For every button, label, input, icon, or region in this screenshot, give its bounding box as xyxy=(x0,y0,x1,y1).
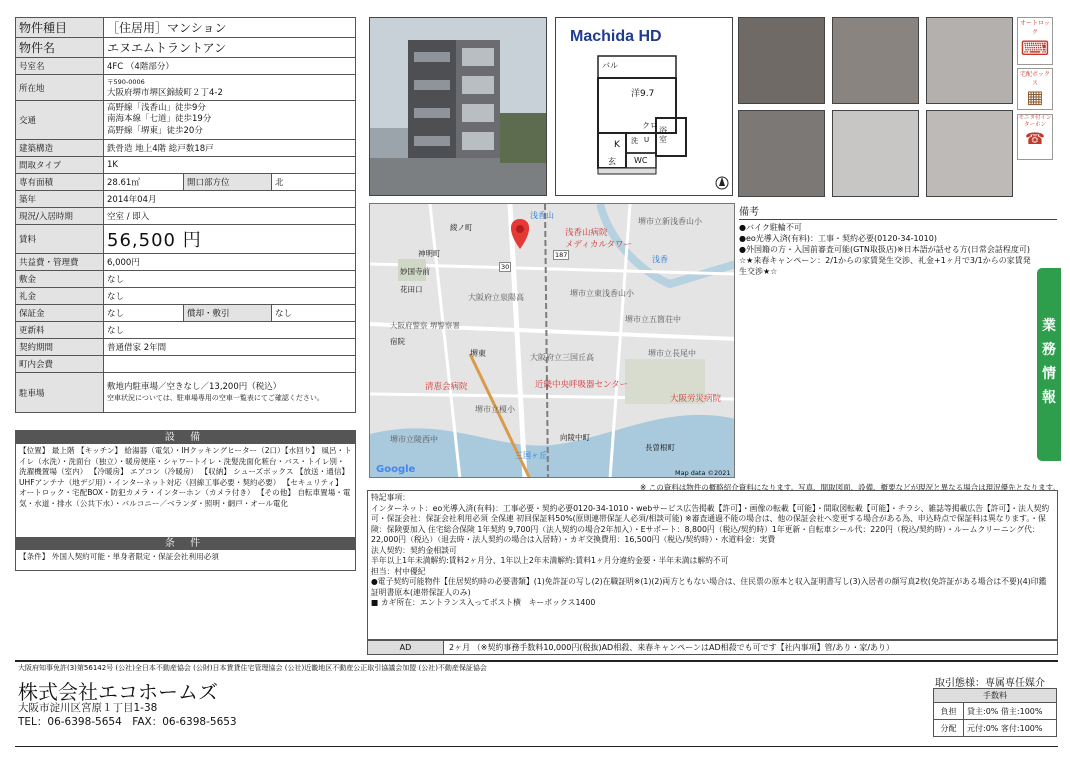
room-bath: 浴室 xyxy=(659,126,667,144)
rent-value: 56,500 円 xyxy=(104,225,356,254)
commission-title: 手数料 xyxy=(934,689,1057,703)
interior-photo xyxy=(832,17,919,104)
conditions-text: 【条件】 外国人契約可能・単身者限定・保証会社利用必須 xyxy=(19,552,219,561)
machida-logo: Machida HD xyxy=(570,28,662,45)
direction-label: 開口部方位 xyxy=(184,174,272,191)
status-value: 空室 / 即入 xyxy=(104,208,356,225)
map-label: 長曽根町 xyxy=(645,443,675,452)
structure-label: 建築構造 xyxy=(16,140,104,157)
ad-label: AD xyxy=(368,641,444,654)
community-value xyxy=(104,356,356,373)
split-label: 分配 xyxy=(934,720,964,737)
special-line: ■ カギ所在：エントランス入ってポスト横 キーボックス1400 xyxy=(371,598,596,607)
fee-value: 6,000円 xyxy=(104,254,356,271)
intercom-icon: ☎ xyxy=(1025,129,1045,148)
delivery-box-label: 宅配ボックス xyxy=(1019,71,1050,87)
parking-value: 敷地内駐車場／空きなし／13,200円（税込） xyxy=(107,381,282,392)
commission-table xyxy=(933,688,1057,737)
transport-label: 交通 xyxy=(16,101,104,140)
remarks-line: ●外国籍の方・入国前審査可能(GTN取扱店)※日本語が話せる方(日常会話程度可) xyxy=(739,245,1030,254)
map-label: 堺市立新浅香山小 xyxy=(638,217,702,226)
bottom-rule xyxy=(15,746,1058,747)
name-value: エヌエムトラントアン xyxy=(104,38,356,58)
address-cell xyxy=(104,75,356,101)
remarks-line: ●バイク駐輪不可 xyxy=(739,223,802,232)
map-label: 堺市立陵西中 xyxy=(390,435,438,444)
built-value: 2014年04月 xyxy=(104,191,356,208)
company-name: 株式会社エコホームズ xyxy=(18,680,218,704)
map-label: 大阪府警察 堺警察署 xyxy=(390,321,460,330)
company-address: 大阪市淀川区宮原１丁目1-38 xyxy=(18,702,158,714)
structure-value: 鉄骨造 地上4階 総戸数18戸 xyxy=(104,140,356,157)
tab-char: 情 xyxy=(1042,366,1056,382)
company-contact: TEL：06-6398-5654 FAX：06-6398-5653 xyxy=(18,716,237,728)
building-illustration xyxy=(370,18,547,196)
postal-code: 〒590-0006 xyxy=(107,78,145,86)
kitchen-photo xyxy=(926,17,1013,104)
special-line: ●電子契約可能物件【住居契約時の必要書類】(1)免許証の写し(2)在職証明※(1)(2)両方ともない場合は、住民票の原本と収入証明書写し(3)入居者の顔写真2枚(免許証がある場合は不要)(4)印鑑証明書原本(連帯保証人のみ) xyxy=(371,577,1047,597)
contract-value: 普通借家 2年間 xyxy=(104,339,356,356)
map-label: 妙国寺前 xyxy=(400,267,430,276)
layout-value: 1K xyxy=(104,157,356,174)
room-unit: U xyxy=(644,136,650,144)
type-value: ［住居用］マンション xyxy=(104,18,356,38)
license-text: 大阪府知事免許(3)第56142号 (公社)全日本不動産協会 (公財)日本賃貸住宅管理協会 (公社)近畿地区不動産公正取引協議会加盟 (公社)不動産保証協会 xyxy=(18,664,487,672)
type-label: 物件種目 xyxy=(16,18,104,38)
map-label: メディカルタワー xyxy=(565,240,632,250)
layout-label: 間取タイプ xyxy=(16,157,104,174)
autolock-label: オートロック xyxy=(1020,20,1050,36)
fee-label: 共益費・管理費 xyxy=(16,254,104,271)
special-title: 特記事項： xyxy=(371,493,410,502)
deposit-label: 敷金 xyxy=(16,271,104,288)
interior-photo xyxy=(738,17,825,104)
map-label: 近畿中央呼吸器センター xyxy=(535,380,629,390)
map-label: 宿院 xyxy=(390,337,405,346)
guarantee-label: 保証金 xyxy=(16,305,104,322)
ad-row xyxy=(367,640,1058,655)
rent-label: 賃料 xyxy=(16,225,104,254)
guarantee-value: なし xyxy=(104,305,184,322)
business-info-tab xyxy=(1037,268,1061,461)
map-label: 清恵会病院 xyxy=(425,382,468,392)
tab-char: 業 xyxy=(1042,318,1056,334)
parking-note: 空車状況については、駐車場専用の空車一覧表にてご確認ください。 xyxy=(107,393,324,402)
washroom-photo xyxy=(926,110,1013,197)
address-label: 所在地 xyxy=(16,75,104,101)
toilet-photo xyxy=(832,110,919,197)
intercom-badge xyxy=(1017,114,1053,160)
map-label: 堺市立東浅香山小 xyxy=(570,289,634,298)
room-wc: WC xyxy=(634,156,648,165)
contract-label: 契約期間 xyxy=(16,339,104,356)
map-label: 浅香山病院 xyxy=(565,228,608,238)
special-line: 担当：村中優紀 xyxy=(371,566,426,576)
lock-icon: ⌨ xyxy=(1020,36,1050,60)
room-closet: クロ xyxy=(642,121,658,130)
map-label: 堺市立長尾中 xyxy=(648,349,696,358)
remarks-title: 備考 xyxy=(739,203,1057,220)
map-label: 神明町 xyxy=(418,249,441,258)
remarks-line: ●eo光導入済(有料)：工事・契約必要(0120-34-1010) xyxy=(739,234,937,243)
map-attribution: Map data ©2021 xyxy=(675,469,731,477)
map-label: 大阪府立泉陽高 xyxy=(468,293,524,302)
ad-text: 2ヶ月 （※契約事務手数料10,000円(税抜)AD相殺、来春キャンペーンはAD相殺でも可です【社内事項】管/あり・家/あり） xyxy=(449,643,895,652)
remarks-section xyxy=(739,203,1057,303)
box-icon: ▦ xyxy=(1026,87,1044,108)
room-balcony: バル xyxy=(602,61,618,70)
status-label: 現況/入居時期 xyxy=(16,208,104,225)
disclaimer: ※ この資料は物件の概略紹介資料になります。写真、間取図面、設備、概要などが現況と異なる場合は現況優先となります。 xyxy=(640,483,1060,492)
map-label: 三国ヶ丘 xyxy=(515,451,547,460)
parking-cell xyxy=(104,373,356,413)
autolock-badge xyxy=(1017,17,1053,65)
map-label: 浅香 xyxy=(652,255,668,264)
transport-line: 南海本線「七道」徒歩19分 xyxy=(107,114,212,125)
map-label: 堺東 xyxy=(470,349,486,358)
interior-photo xyxy=(738,110,825,197)
map-label: 大阪労災病院 xyxy=(670,394,722,404)
north-arrow-icon xyxy=(719,177,725,186)
google-logo: Google xyxy=(376,464,416,475)
map-label: 堺市立五箇荘中 xyxy=(625,315,681,324)
facilities-title: 設 備 xyxy=(16,431,355,444)
keymoney-value: なし xyxy=(104,288,356,305)
room-kitchen: K xyxy=(614,140,620,150)
remarks-body xyxy=(739,220,1034,277)
room-laundry: 洗 xyxy=(631,137,638,145)
facilities-text: 【位置】 最上階 【キッチン】 給湯器（電気）・IHクッキングヒーター（2口）【水回り】 風呂・トイレ（水洗）・洗面台（独立）・暖房便座・シャワートイレ・洗髪洗面化粧台・バス・トイレ別・洗濯機置場（室内） 【冷暖房】 エアコン（冷暖房） 【収納】 シューズボックス 【放送・通信】 UHFアンテナ（地デジ用）・インターネット対応（回線工事必要・契約必要） 【セキュリティ】 オートロック・宅配BOX・防犯カメラ・インターホン（カメラ付き） 【その他】 自転車置場・電気・水道・排水（公共下水）・バルコニー／ベランダ・照明・網戸・オール電化 xyxy=(19,446,352,508)
amort-label: 償却・敷引 xyxy=(184,305,272,322)
transport-cell xyxy=(104,101,356,140)
spec-table xyxy=(15,17,356,413)
area-value: 28.61㎡ xyxy=(104,174,184,191)
transaction-mode xyxy=(935,674,1045,689)
transaction-mode-value: 専属専任媒介 xyxy=(985,678,1045,689)
special-line: 法人契約：契約金相談可 xyxy=(371,545,457,555)
transport-line: 高野線「堺東」徒歩20分 xyxy=(107,125,203,136)
amort-value: なし xyxy=(272,305,356,322)
tab-char: 務 xyxy=(1042,342,1056,358)
map-label: 大阪府立三国丘高 xyxy=(530,353,594,362)
burden-label: 負担 xyxy=(934,703,964,720)
split-value: 元付:0% 客付:100% xyxy=(964,720,1057,737)
room-label: 号室名 xyxy=(16,58,104,75)
floorplan xyxy=(555,17,733,196)
building-photo xyxy=(369,17,547,196)
footer-rule xyxy=(15,660,1058,662)
facilities-section xyxy=(15,430,356,571)
map-label: 花田口 xyxy=(400,285,423,294)
remarks-line: ☆★来春キャンペーン：2/1からの家賃発生交渉、礼金+1ヶ月で3/1からの家賃発生交渉★☆ xyxy=(739,256,1031,276)
renew-label: 更新料 xyxy=(16,322,104,339)
intercom-label: モニタ付インターホン xyxy=(1018,115,1052,128)
tab-char: 報 xyxy=(1042,390,1056,406)
keymoney-label: 礼金 xyxy=(16,288,104,305)
direction-value: 北 xyxy=(272,174,356,191)
delivery-box-badge xyxy=(1017,68,1053,110)
parking-label: 駐車場 xyxy=(16,373,104,413)
special-notes xyxy=(367,490,1058,640)
map[interactable] xyxy=(369,203,735,478)
map-label: 向陵中町 xyxy=(560,433,590,442)
address-value: 大阪府堺市堺区錦綾町２丁4-2 xyxy=(107,88,223,98)
burden-value: 貸主:0% 借主:100% xyxy=(964,703,1057,720)
room-western: 洋9.7 xyxy=(631,89,655,99)
deposit-value: なし xyxy=(104,271,356,288)
area-label: 専有面積 xyxy=(16,174,104,191)
community-label: 町内会費 xyxy=(16,356,104,373)
room-entrance: 玄 xyxy=(608,157,616,166)
transport-line: 高野線「浅香山」徒歩9分 xyxy=(107,102,206,113)
special-line: 半年以上1年未満解約:賃料2ヶ月分、1年以上2年未満解約:賃料1ヶ月分違約金要・半年未満は解約不可 xyxy=(371,556,729,565)
route-badge: 30 xyxy=(501,263,510,271)
name-label: 物件名 xyxy=(16,38,104,58)
transaction-mode-label: 取引態様： xyxy=(935,678,985,689)
special-line: インターネット：eo光導入済(有料)：工事必要・契約必要0120-34-1010・webサービス広告掲載【許可】・画像の転載【可能】・間取図転載【可能】・チラシ、雑誌等掲載広告【許可】・法人契約可・保証会社：保証会社利用必須 全保連 初回保証料50%(原則連帯保証人必須/相談可能) ※審査通過不能の場合は、他の保証会社へ変更する場合がある為、申込時点で保証料は異なります。・保険：保険要加入 住宅総合保険 1年契約 9,700円（法人契約の場合2年加入）・Eサポート：8,800円（税込/契約時）1年更新・自転車シール代：220円（税込/契約時）・ルームクリーニング代：22,000円（税込）（退去時・法人契約の場合は入居時）・カギ交換費用：16,500円（税込/契約時）・水道料金：実費 xyxy=(371,503,1050,544)
map-label: 綾ノ町 xyxy=(450,223,473,232)
built-label: 築年 xyxy=(16,191,104,208)
conditions-title: 条 件 xyxy=(16,537,355,550)
map-label: 堺市立榎小 xyxy=(475,405,515,414)
room-value: 4FC （4階部分） xyxy=(104,58,356,75)
floorplan-drawing xyxy=(556,18,734,197)
map-label: 浅香山 xyxy=(530,211,554,220)
route-badge: 187 xyxy=(555,251,568,259)
renew-value: なし xyxy=(104,322,356,339)
